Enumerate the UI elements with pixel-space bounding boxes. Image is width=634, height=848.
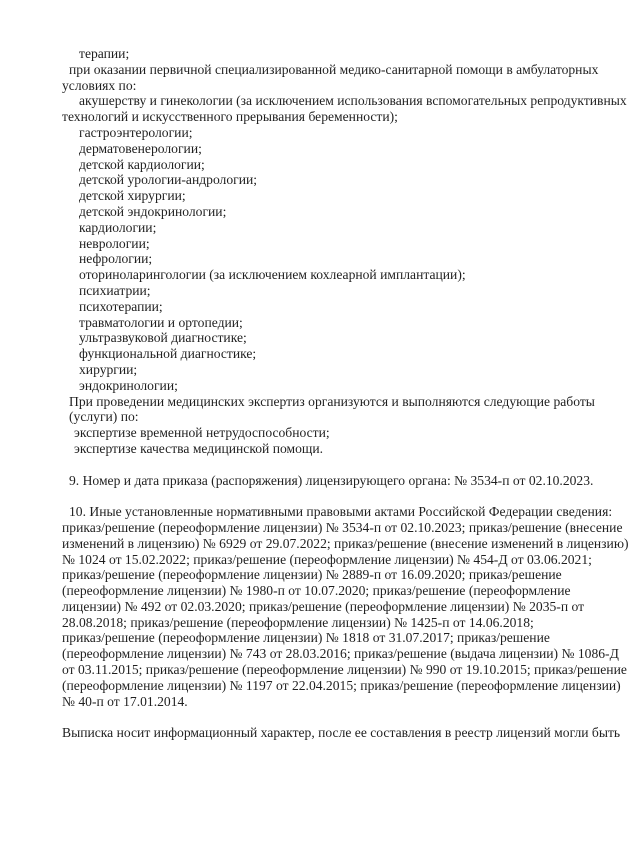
document-line: 28.08.2018; приказ/решение (переоформление лицензии) № 1425-п от 14.06.2018; bbox=[62, 614, 534, 630]
document-line bbox=[62, 709, 624, 725]
document-line: изменений в лицензию) № 6929 от 29.07.2022; приказ/решение (внесение изменений в лицензию) bbox=[62, 535, 629, 551]
document-line: 9. Номер и дата приказа (распоряжения) лицензирующего органа: № 3534-п от 02.10.2023. bbox=[69, 472, 594, 488]
document-line: (переоформление лицензии) № 1197 от 22.04.2015; приказ/решение (переоформление лицензии) bbox=[62, 677, 621, 693]
document-line: функциональной диагностике; bbox=[79, 346, 257, 362]
document-line: эндокринологии; bbox=[79, 377, 178, 393]
document-line: (переоформление лицензии) № 743 от 28.03.2016; приказ/решение (выдача лицензии) № 1086-Д bbox=[62, 646, 619, 662]
document-line: неврологии; bbox=[79, 235, 150, 251]
document-line: Выписка носит информационный характер, после ее составления в реестр лицензий могли быть bbox=[62, 725, 621, 741]
document-line: экспертизе временной нетрудоспособности; bbox=[74, 425, 330, 441]
document-line: кардиологии; bbox=[79, 219, 157, 235]
document-line: хирургии; bbox=[79, 361, 138, 377]
document-line: ультразвуковой диагностике; bbox=[79, 330, 247, 346]
document-line: (услуги) по: bbox=[69, 409, 139, 425]
document-line: психотерапии; bbox=[79, 298, 163, 314]
document-line: дерматовенерологии; bbox=[79, 140, 202, 156]
document-line: психиатрии; bbox=[79, 282, 151, 298]
document-line: терапии; bbox=[79, 46, 130, 61]
document-text-block bbox=[62, 46, 629, 741]
document-line: приказ/решение (переоформление лицензии) № 3534-п от 02.10.2023; приказ/решение (внесение bbox=[62, 519, 623, 535]
document-line bbox=[62, 488, 624, 504]
document-line: детской эндокринологии; bbox=[79, 203, 227, 219]
document-line: экспертизе качества медицинской помощи. bbox=[74, 440, 324, 456]
document-line: детской урологии-андрологии; bbox=[79, 172, 258, 188]
document-line: лицензии) № 492 от 02.03.2020; приказ/решение (переоформление лицензии) № 2035-п от bbox=[62, 598, 585, 614]
document-line: акушерству и гинекологии (за исключением использования вспомогательных репродуктивных bbox=[79, 93, 627, 109]
document-line: приказ/решение (переоформление лицензии) № 1818 от 31.07.2017; приказ/решение bbox=[62, 630, 550, 646]
document-line: № 40-п от 17.01.2014. bbox=[62, 693, 188, 709]
document-line: 10. Иные установленные нормативными правовыми актами Российской Федерации сведения: bbox=[69, 504, 613, 520]
document-line: № 1024 от 15.02.2022; приказ/решение (переоформление лицензии) № 454-Д от 03.06.2021; bbox=[62, 551, 592, 567]
document-line: При проведении медицинских экспертиз организуются и выполняются следующие работы bbox=[69, 393, 595, 409]
document-line: детской кардиологии; bbox=[79, 156, 205, 172]
document-line: детской хирургии; bbox=[79, 188, 186, 204]
document-line: гастроэнтерологии; bbox=[79, 124, 193, 140]
document-line: технологий и искусственного прерывания беременности); bbox=[62, 109, 398, 125]
document-line bbox=[62, 457, 624, 473]
document-line: нефрологии; bbox=[79, 251, 153, 267]
document-line: при оказании первичной специализированной медико-санитарной помощи в амбулаторных bbox=[69, 61, 599, 77]
document-line: травматологии и ортопедии; bbox=[79, 314, 243, 330]
document-line: условиях по: bbox=[62, 77, 137, 93]
document-line: оториноларингологии (за исключением кохлеарной имплантации); bbox=[79, 267, 466, 283]
document-line: от 03.11.2015; приказ/решение (переоформление лицензии) № 990 от 19.10.2015; приказ/решение bbox=[62, 662, 627, 678]
document-line: (переоформление лицензии) № 1980-п от 10.07.2020; приказ/решение (переоформление bbox=[62, 583, 571, 599]
document-line: приказ/решение (переоформление лицензии) № 2889-п от 16.09.2020; приказ/решение bbox=[62, 567, 562, 583]
